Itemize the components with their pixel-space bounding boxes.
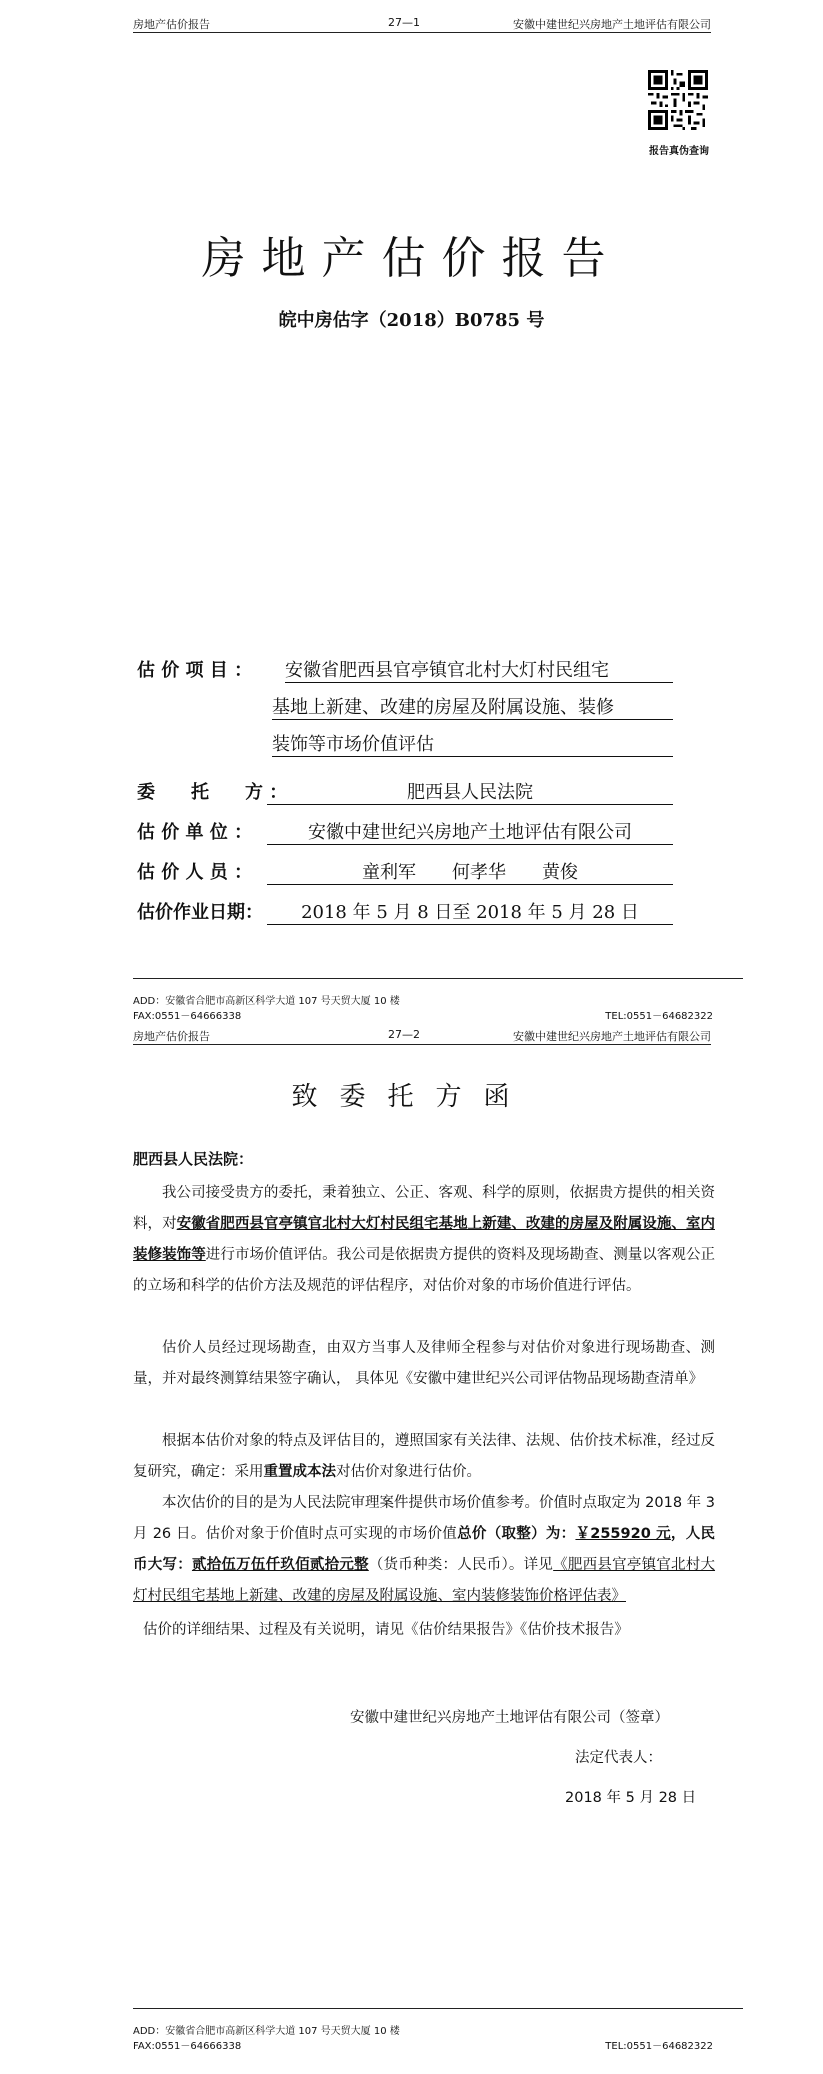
report-title: 房地产估价报告 xyxy=(201,233,622,284)
appraisers-label: 估 价 人 员 ： xyxy=(137,862,253,883)
footer-tel: TEL:0551－64682322 xyxy=(605,2041,713,2052)
appraiser-org-value: 安徽中建世纪兴房地产土地评估有限公司 xyxy=(267,818,673,845)
header-page-number: 27—2 xyxy=(388,1028,420,1041)
cover-page xyxy=(0,0,823,1026)
qr-code-icon[interactable] xyxy=(648,70,708,130)
client-label: 委 托 方 ： xyxy=(137,782,288,803)
paragraph-3 xyxy=(133,1426,715,1488)
p1-text-cont: 进行市场价值评估。我公司是依据贵方提供的资料及现场勘查、测量以客观公正的立场和科学的估价方法及规范的评估程序，对估价对象的市场价值进行评估。 xyxy=(133,1247,716,1294)
work-date-label: 估价作业日期： xyxy=(137,902,263,923)
footer-rule xyxy=(133,2008,743,2009)
header-company: 安徽中建世纪兴房地产土地评估有限公司 xyxy=(513,18,711,31)
p3-method: 重置成本法 xyxy=(263,1464,336,1480)
client-value: 肥西县人民法院 xyxy=(267,778,673,805)
footer-rule xyxy=(133,978,743,979)
signature-date: 2018 年 5 月 28 日 xyxy=(565,1790,697,1806)
signature-rep: 法定代表人： xyxy=(575,1750,662,1766)
appraisers-value: 童利军 何孝华 黄俊 xyxy=(267,858,673,885)
header-doc-type: 房地产估价报告 xyxy=(133,1030,210,1043)
project-value-line1: 安徽省肥西县官亭镇官北村大灯村民组宅 xyxy=(285,656,673,683)
page-header xyxy=(133,14,711,33)
letter-page xyxy=(0,1026,823,2074)
p3-text: 根据本估价对象的特点及评估目的，遵照国家有关法律、法规、估价技术标准，经过反复研究，确定：采用 xyxy=(133,1433,715,1480)
p4-capital-label: ，人民币大写： xyxy=(133,1526,716,1573)
page-header xyxy=(133,1026,711,1045)
footer-address: ADD：安徽省合肥市高新区科学大道 107 号天贸大厦 10 楼 xyxy=(133,2026,400,2037)
p3-text-cont: 对估价对象进行估价。 xyxy=(336,1464,481,1480)
p4-capital-amount: 贰拾伍万伍仟玖佰贰拾元整 xyxy=(191,1557,369,1573)
p4-text: 本次估价的目的是为人民法院审理案件提供市场价值参考。价值时点取定为 2018 年 3 月 26 日。估价对象于价值时点可实现的市场价值 xyxy=(133,1495,715,1542)
paragraph-2: 估价人员经过现场勘查，由双方当事人及律师全程参与对估价对象进行现场勘查、测量，并对最终测算结果签字确认， 具体见《安徽中建世纪兴公司评估物品现场勘查清单》 xyxy=(133,1340,715,1387)
header-page-number: 27—1 xyxy=(388,16,420,29)
p4-currency: （货币种类：人民币）。详见 xyxy=(368,1557,554,1573)
header-company: 安徽中建世纪兴房地产土地评估有限公司 xyxy=(513,1030,711,1043)
footer-address: ADD：安徽省合肥市高新区科学大道 107 号天贸大厦 10 楼 xyxy=(133,996,400,1007)
p4-total-label: 总价（取整）为： xyxy=(457,1526,576,1542)
project-label: 估 价 项 目 ： xyxy=(137,660,253,681)
report-number: 皖中房估字（2018）B0785 号 xyxy=(278,310,545,331)
p1-text: 我公司接受贵方的委托，秉着独立、公正、客观、科学的原则，依据贵方提供的相关资料，对 xyxy=(133,1185,715,1232)
letter-addressee: 肥西县人民法院： xyxy=(133,1150,254,1168)
project-value-line3: 装饰等市场价值评估 xyxy=(272,730,673,757)
paragraph-5: 估价的详细结果、过程及有关说明，请见《估价结果报告》《估价技术报告》 xyxy=(143,1622,629,1638)
paragraph-1 xyxy=(133,1178,715,1302)
footer-fax: FAX:0551－64666338 xyxy=(133,2041,242,2052)
qr-caption: 报告真伪查询 xyxy=(649,146,709,157)
appraiser-org-label: 估 价 单 位 ： xyxy=(137,822,253,843)
p1-object: 安徽省肥西县官亭镇官北村大灯村民组宅基地上新建、改建的房屋及附属设施、室内装修装饰等 xyxy=(133,1216,715,1263)
p4-total-amount: ￥255920 元 xyxy=(575,1526,671,1542)
footer-fax: FAX:0551－64666338 xyxy=(133,1011,242,1022)
p4-reference: 《肥西县官亭镇官北村大灯村民组宅基地上新建、改建的房屋及附属设施、室内装修装饰价格评估表》 xyxy=(133,1557,716,1604)
letter-title: 致委托方函 xyxy=(291,1082,532,1112)
header-doc-type: 房地产估价报告 xyxy=(133,18,210,31)
project-value-line2: 基地上新建、改建的房屋及附属设施、装修 xyxy=(272,693,673,720)
signature-company: 安徽中建世纪兴房地产土地评估有限公司（签章） xyxy=(350,1710,669,1726)
paragraph-4 xyxy=(133,1488,715,1612)
footer-tel: TEL:0551－64682322 xyxy=(605,1011,713,1022)
work-date-value: 2018 年 5 月 8 日至 2018 年 5 月 28 日 xyxy=(267,898,673,925)
